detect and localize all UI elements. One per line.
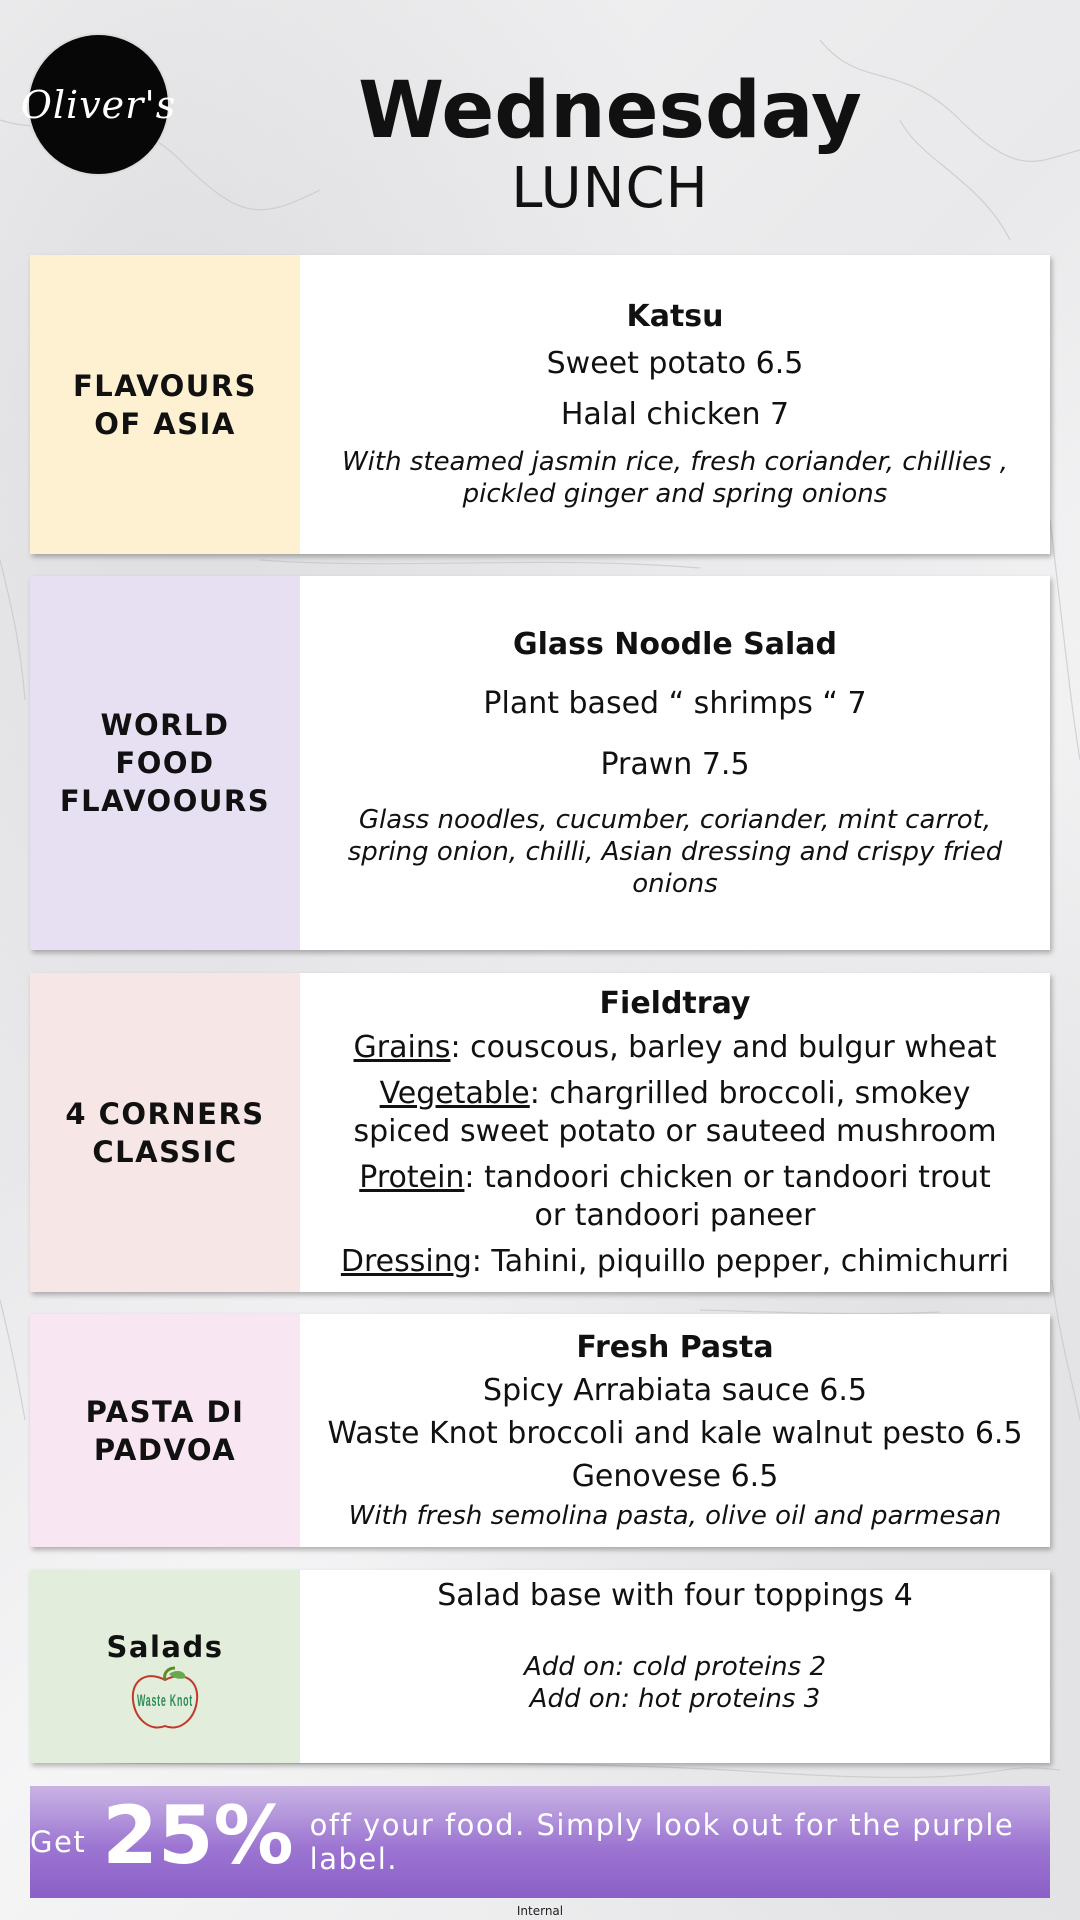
component-label: Protein: [359, 1159, 465, 1195]
dish-content: [300, 255, 1050, 554]
category-label: Salads: [106, 1629, 224, 1664]
logo-text: Oliver's: [20, 82, 177, 127]
menu-section-salads: [30, 1570, 1050, 1763]
banner-text-before: Get: [30, 1825, 87, 1859]
salad-addon: Add on: cold proteins 2: [523, 1652, 826, 1682]
dish-option: Halal chicken 7: [560, 397, 790, 432]
dish-content: [300, 576, 1050, 950]
dish-option: Sweet potato 6.5: [546, 346, 804, 381]
salad-addon: Add on: hot proteins 3: [529, 1684, 821, 1714]
component-text: : tandoori chicken or tandoori trout or tandoori paneer: [464, 1159, 991, 1233]
dish-description: With fresh semolina pasta, olive oil and parmesan: [348, 1500, 1002, 1531]
category-panel: [30, 576, 300, 950]
dish-option: Plant based “ shrimps “ 7: [483, 685, 867, 721]
component-line: [310, 1075, 1040, 1151]
component-text: : couscous, barley and bulgur wheat: [450, 1029, 997, 1065]
category-panel: [30, 1570, 300, 1763]
category-label: 4 CORNERS CLASSIC: [65, 1096, 265, 1169]
banner-text-after: off your food. Simply look out for the purple label.: [309, 1808, 1015, 1876]
classification-label: Internal: [516, 1904, 564, 1918]
day-title: Wednesday: [358, 66, 862, 156]
dish-description: Glass noodles, cucumber, coriander, mint carrot, spring onion, chilli, Asian dressing and crispy fried onions: [347, 804, 1003, 899]
component-line: [354, 1029, 997, 1067]
waste-knot-logo-text: Waste Knot: [137, 1690, 193, 1710]
dish-content: [300, 1314, 1050, 1547]
dish-name: Fieldtray: [599, 985, 751, 1021]
category-label: FLAVOURS OF ASIA: [72, 368, 258, 441]
menu-section-4-corners: [30, 973, 1050, 1292]
component-text: : Tahini, piquillo pepper, chimichurri: [471, 1243, 1010, 1279]
waste-knot-logo: [125, 1666, 205, 1736]
component-label: Vegetable: [379, 1075, 530, 1111]
component-line: [310, 1159, 1040, 1235]
component-label: Dressing: [340, 1243, 472, 1279]
discount-banner: [30, 1786, 1050, 1898]
component-line: [341, 1243, 1009, 1281]
category-panel: [30, 973, 300, 1292]
dish-option: Waste Knot broccoli and kale walnut pesto 6.5: [327, 1415, 1023, 1451]
dish-name: Katsu: [626, 299, 724, 334]
component-label: Grains: [353, 1029, 451, 1065]
dish-content: [300, 973, 1050, 1292]
category-label: PASTA DI PADVOA: [85, 1394, 245, 1467]
menu-section-flavours-of-asia: [30, 255, 1050, 554]
dish-name: Glass Noodle Salad: [512, 626, 838, 662]
olivers-logo: [20, 33, 177, 176]
component-text: : chargrilled broccoli, smokey spiced sweet potato or sauteed mushroom: [353, 1075, 997, 1149]
meal-title: LUNCH: [511, 156, 709, 221]
menu-section-pasta: [30, 1314, 1050, 1547]
dish-content: [300, 1570, 1050, 1763]
salad-base: Salad base with four toppings 4: [437, 1578, 913, 1613]
dish-description: With steamed jasmin rice, fresh coriander, chillies , pickled ginger and spring onions: [341, 447, 1009, 509]
dish-option: Prawn 7.5: [600, 746, 750, 782]
category-panel: [30, 1314, 300, 1547]
menu-section-world-food: [30, 576, 1050, 950]
dish-option: Genovese 6.5: [571, 1458, 779, 1494]
banner-discount: 25%: [102, 1789, 294, 1882]
category-panel: [30, 255, 300, 554]
dish-name: Fresh Pasta: [576, 1329, 774, 1365]
dish-option: Spicy Arrabiata sauce 6.5: [483, 1372, 867, 1408]
category-label: WORLD FOOD FLAVOOURS: [59, 708, 271, 818]
